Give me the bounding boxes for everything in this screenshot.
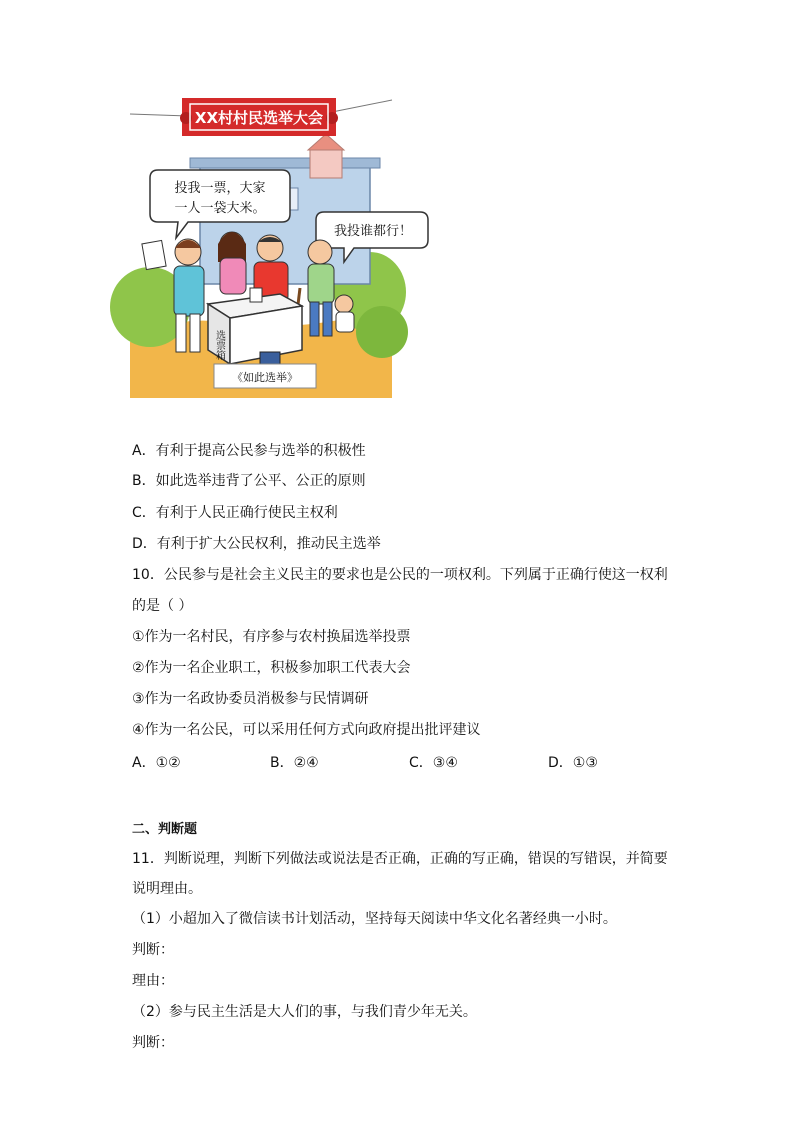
caption-plate bbox=[214, 364, 316, 388]
q9-option-b: B．如此选举违背了公平、公正的原则 bbox=[132, 473, 366, 489]
q11-reason-label-1: 理由： bbox=[132, 973, 174, 989]
q10-choices bbox=[132, 752, 652, 772]
cartoon-caption: 《如此选举》 bbox=[232, 371, 298, 384]
q9-option-a: A．有利于提高公民参与选举的积极性 bbox=[132, 443, 366, 459]
q11-stem-line-1: 11．判断说理，判断下列做法或说法是否正确，正确的写正确，错误的写错误，并简要 bbox=[132, 851, 668, 867]
q10-choice-d: D．①③ bbox=[548, 755, 598, 771]
bubble-left-line-2: 一人一袋大米。 bbox=[174, 201, 266, 216]
q10-choice-b: B．②④ bbox=[270, 755, 319, 771]
section-title: 二、判断题 bbox=[132, 822, 198, 837]
q10-stem-line-1: 10．公民参与是社会主义民主的要求也是公民的一项权利。下列属于正确行使这一权利 bbox=[132, 567, 668, 583]
q11-stem-line-2: 说明理由。 bbox=[132, 881, 202, 897]
q11-sub-2: （2）参与民主生活是大人们的事，与我们青少年无关。 bbox=[132, 1004, 477, 1020]
q10-item-1: ①作为一名村民，有序参与农村换届选举投票 bbox=[132, 629, 411, 645]
q10-stem-line-2: 的是（ ） bbox=[132, 598, 193, 614]
bubble-right-text: 我投谁都行！ bbox=[333, 224, 413, 239]
q11-sub-1: （1）小超加入了微信读书计划活动，坚持每天阅读中华文化名著经典一小时。 bbox=[132, 911, 617, 927]
q11-judge-label-2: 判断： bbox=[132, 1035, 174, 1051]
q10-item-3: ③作为一名政协委员消极参与民情调研 bbox=[132, 691, 369, 707]
q10-item-4: ④作为一名公民，可以采用任何方式向政府提出批评建议 bbox=[132, 722, 481, 738]
ballot-box-label: 选票箱 bbox=[213, 330, 225, 360]
banner bbox=[180, 98, 338, 136]
q9-option-d: D．有利于扩大公民权利，推动民主选举 bbox=[132, 536, 381, 552]
child-figure bbox=[335, 295, 354, 332]
election-cartoon bbox=[130, 92, 413, 398]
q11-judge-label-1: 判断： bbox=[132, 942, 174, 958]
q10-choice-a: A．①② bbox=[132, 755, 181, 771]
banner-text: XX村村民选举大会 bbox=[194, 109, 324, 127]
bubble-left-line-1: 投我一票，大家 bbox=[174, 181, 266, 196]
woman-figure bbox=[218, 232, 246, 294]
q10-item-2: ②作为一名企业职工，积极参加职工代表大会 bbox=[132, 660, 411, 676]
q10-choice-c: C．③④ bbox=[409, 755, 458, 771]
q9-option-c: C．有利于人民正确行使民主权利 bbox=[132, 505, 338, 521]
